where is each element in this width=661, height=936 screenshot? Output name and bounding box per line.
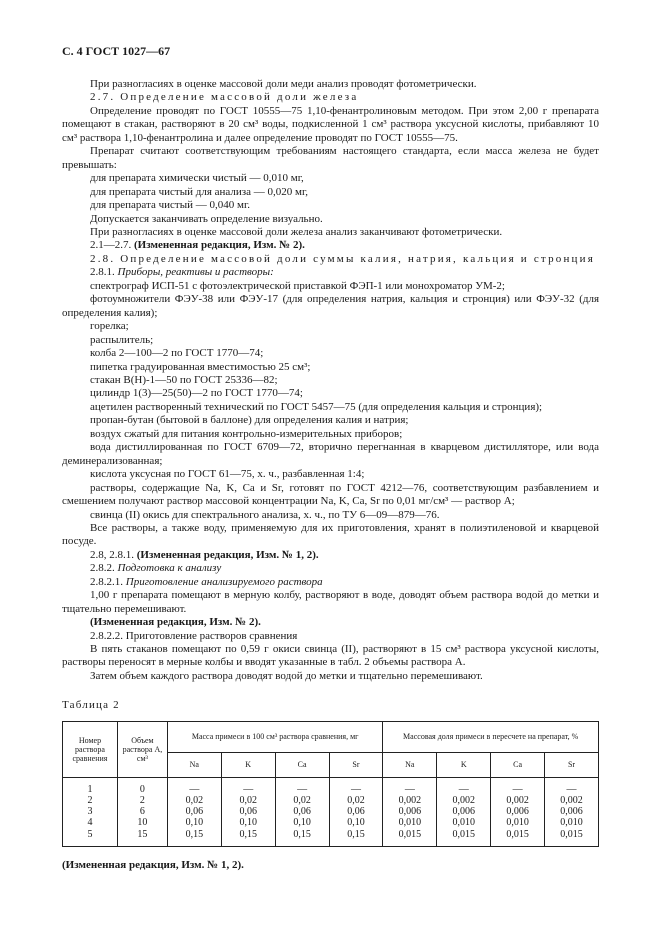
paragraph: Затем объем каждого раствора доводят водой до метки и тщательно перемешивают. [90, 669, 483, 682]
cell-fraction: — [491, 777, 545, 795]
cell-fraction: 0,002 [383, 795, 437, 806]
edition-note: (Измененная редакция, Изм. № 1, 2). [62, 858, 244, 871]
cell-mass: 0,10 [275, 817, 329, 828]
cell-fraction: 0,010 [545, 817, 599, 828]
edition-note: (Измененная редакция, Изм. № 2). [90, 616, 261, 629]
cell-number: 3 [63, 806, 118, 817]
reference-solutions-table [62, 721, 599, 847]
col-header-element: Na [383, 752, 437, 777]
equipment-item: фотоумножители ФЭУ-38 или ФЭУ-17 (для определения натрия, кальция и стронция) или ФЭУ-32 (для определения калия); [62, 293, 599, 319]
cell-fraction: 0,010 [437, 817, 491, 828]
cell-mass: — [167, 777, 221, 795]
subsection-number: 2.8.1. [90, 266, 115, 279]
paragraph: Препарат считают соответствующим требованиям настоящего стандарта, если масса железа не будет превышать: [62, 145, 599, 171]
cell-number: 5 [63, 829, 118, 847]
cell-mass: — [275, 777, 329, 795]
edition-note-prefix: 2.1—2.7. [90, 239, 132, 252]
table-row [63, 817, 599, 828]
cell-fraction: 0,015 [545, 829, 599, 847]
equipment-item: воздух сжатый для питания контрольно-измерительных приборов; [90, 427, 403, 440]
cell-mass: 0,02 [275, 795, 329, 806]
cell-fraction: 0,002 [437, 795, 491, 806]
col-group-mass: Масса примеси в 100 см³ раствора сравнения, мг [167, 721, 383, 752]
cell-fraction: 0,002 [491, 795, 545, 806]
cell-mass: 0,15 [167, 829, 221, 847]
cell-volume: 15 [117, 829, 167, 847]
cell-fraction: 0,006 [383, 806, 437, 817]
cell-mass: 0,10 [221, 817, 275, 828]
equipment-item: цилиндр 1(3)—25(50)—2 по ГОСТ 1770—74; [90, 387, 303, 400]
equipment-item: растворы, содержащие Na, K, Ca и Sr, готовят по ГОСТ 4212—76, соответствующим разбавлением и смешением получают раствор массовой концентрации Na, K, Ca, Sr по 0,01 мг/см³ — раствор А; [62, 481, 599, 508]
cell-mass: 0,02 [221, 795, 275, 806]
subsection-heading-2-8-2 [62, 562, 599, 575]
cell-number: 2 [63, 795, 118, 806]
cell-volume: 10 [117, 817, 167, 828]
table-row [63, 777, 599, 795]
col-header-element: Sr [329, 752, 383, 777]
table-row [63, 795, 599, 806]
paragraph: В пять стаканов помещают по 0,59 г окиси свинца (II), растворяют в 15 см³ раствора уксусной кислоты, растворы переносят в мерные колбы и вводят указанные в табл. 2 объемы раствора А. [62, 643, 599, 669]
cell-fraction: 0,015 [491, 829, 545, 847]
col-header-element: Sr [545, 752, 599, 777]
cell-mass: — [329, 777, 383, 795]
cell-fraction: 0,015 [383, 829, 437, 847]
edition-note-text: (Измененная редакция, Изм. № 2). [134, 239, 305, 252]
col-header-element: Ca [491, 752, 545, 777]
equipment-item: спектрограф ИСП-51 с фотоэлектрической приставкой ФЭП-1 или монохроматор УМ-2; [90, 279, 505, 292]
cell-fraction: — [383, 777, 437, 795]
cell-number: 4 [63, 817, 118, 828]
equipment-item: стакан В(Н)-1—50 по ГОСТ 25336—82; [90, 373, 278, 386]
equipment-item: ацетилен растворенный технический по ГОСТ 5457—75 (для определения кальция и стронция); [90, 400, 543, 413]
cell-fraction: 0,002 [545, 795, 599, 806]
subsection-number: 2.8.2. [90, 562, 115, 575]
col-header-volume: Объем раствора А, см³ [117, 721, 167, 777]
cell-fraction: 0,010 [383, 817, 437, 828]
cell-volume: 0 [117, 777, 167, 795]
subsection-heading-2-8-1 [62, 266, 599, 279]
equipment-item: колба 2—100—2 по ГОСТ 1770—74; [90, 347, 264, 360]
table-row [63, 829, 599, 847]
equipment-item: горелка; [90, 320, 129, 333]
col-header-element: K [221, 752, 275, 777]
paragraph: При разногласиях в оценке массовой доли меди анализ проводят фотометрически. [90, 78, 477, 90]
cell-mass: 0,10 [329, 817, 383, 828]
document-body [62, 78, 599, 872]
equipment-item: распылитель; [90, 333, 154, 346]
equipment-item: вода дистиллированная по ГОСТ 6709—72, вторично перегнанная в кварцевом дистилляторе, или вода деминерализованная; [62, 441, 599, 467]
cell-fraction: — [437, 777, 491, 795]
cell-mass: 0,15 [221, 829, 275, 847]
iron-limit-item: для препарата чистый — 0,040 мг. [90, 199, 250, 212]
equipment-item: свинца (II) окись для спектрального анализа, х. ч., по ТУ 6—09—879—76. [90, 508, 440, 521]
cell-volume: 2 [117, 795, 167, 806]
subsection-title: Приборы, реактивы и растворы: [117, 266, 274, 279]
cell-number: 1 [63, 777, 118, 795]
cell-mass: 0,06 [167, 806, 221, 817]
subsection-heading-2-8-2-1 [62, 576, 599, 589]
equipment-item: пропан-бутан (бытовой в баллоне) для определения калия и натрия; [90, 414, 409, 427]
subsection-title: Подготовка к анализу [117, 562, 222, 575]
col-header-element: K [437, 752, 491, 777]
cell-mass: 0,02 [329, 795, 383, 806]
paragraph: Допускается заканчивать определение визуально. [90, 212, 323, 225]
cell-mass: 0,06 [221, 806, 275, 817]
page-header: С. 4 ГОСТ 1027—67 [62, 44, 171, 58]
cell-mass: 0,06 [275, 806, 329, 817]
table-caption: Таблица 2 [62, 699, 120, 712]
cell-fraction: 0,006 [491, 806, 545, 817]
cell-mass: — [221, 777, 275, 795]
cell-fraction: — [545, 777, 599, 795]
iron-limit-item: для препарата чистый для анализа — 0,020 мг, [90, 185, 308, 198]
col-group-fraction: Массовая доля примеси в пересчете на препарат, % [383, 721, 599, 752]
equipment-item: кислота уксусная по ГОСТ 61—75, х. ч., разбавленная 1:4; [90, 468, 365, 481]
edition-note [62, 239, 599, 252]
section-heading-2-7: 2.7. Определение массовой доли железа [90, 91, 359, 104]
edition-note-prefix: 2.8, 2.8.1. [90, 548, 134, 561]
cell-fraction: 0,010 [491, 817, 545, 828]
col-header-element: Na [167, 752, 221, 777]
cell-mass: 0,10 [167, 817, 221, 828]
cell-volume: 6 [117, 806, 167, 817]
section-heading-2-8: 2.8. Определение массовой доли суммы калия, натрия, кальция и стронция [90, 252, 595, 265]
cell-fraction: 0,015 [437, 829, 491, 847]
col-header-number: Номер раствора сравнения [63, 721, 118, 777]
equipment-item: пипетка градуированная вместимостью 25 см³; [90, 360, 311, 373]
subsection-number: 2.8.2.1. [90, 575, 123, 588]
cell-fraction: 0,006 [437, 806, 491, 817]
table-row [63, 806, 599, 817]
subsection-heading-2-8-2-2: 2.8.2.2. Приготовление растворов сравнения [90, 629, 298, 642]
paragraph: Все растворы, а также воду, применяемую для их приготовления, хранят в полиэтиленовой и кварцевой посуде. [62, 521, 599, 548]
paragraph: 1,00 г препарата помещают в мерную колбу, растворяют в воде, доводят объем раствора водой до метки и тщательно перемешивают. [62, 589, 599, 615]
cell-mass: 0,15 [329, 829, 383, 847]
iron-limit-item: для препарата химически чистый — 0,010 мг, [90, 172, 304, 185]
col-header-element: Ca [275, 752, 329, 777]
subsection-title: Приготовление анализируемого раствора [125, 575, 323, 588]
paragraph: Определение проводят по ГОСТ 10555—75 1,10-фенантролиновым методом. При этом 2,00 г препарата помещают в стакан, растворяют в 20 см³ воды, подкисленной 1 см³ раствора уксусной кислоты, прибавляют 10 см³ раствора 1,10-фенантролина и далее определение проводят по ГОСТ 10555—75. [62, 104, 599, 144]
cell-mass: 0,02 [167, 795, 221, 806]
paragraph: При разногласиях в оценке массовой доли железа анализ заканчивают фотометрически. [90, 225, 503, 238]
cell-mass: 0,06 [329, 806, 383, 817]
edition-note-text: (Измененная редакция, Изм. № 1, 2). [136, 548, 319, 561]
cell-fraction: 0,006 [545, 806, 599, 817]
cell-mass: 0,15 [275, 829, 329, 847]
edition-note [62, 549, 599, 562]
